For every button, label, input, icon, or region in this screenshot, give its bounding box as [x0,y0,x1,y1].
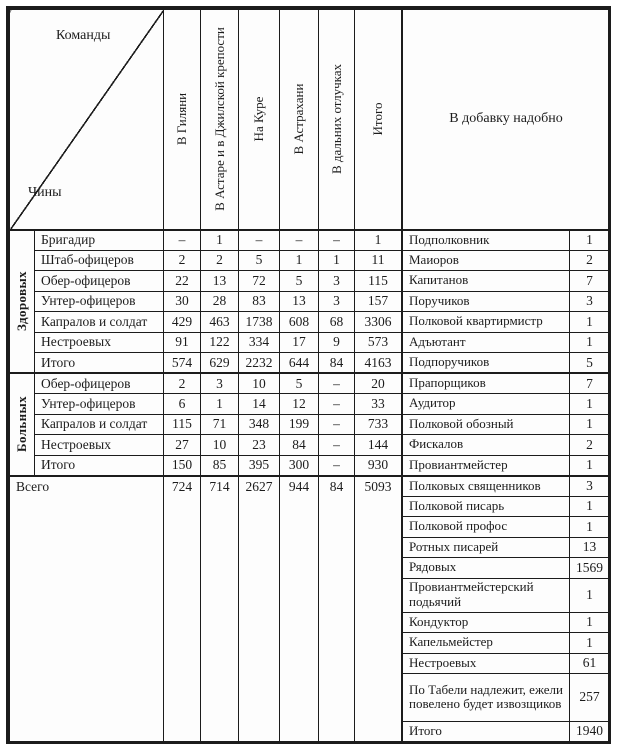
addition-row [403,271,610,292]
column-header-label: В Гиляни [174,93,189,146]
value-cell: 84 [319,353,355,374]
addition-label: Подпоручиков [403,353,570,374]
group-label-0 [10,230,35,374]
addition-label: Нестроевых [403,653,570,674]
addition-label: Фискалов [403,435,570,456]
addition-value: 2 [570,435,610,456]
addition-row [403,537,610,558]
column-header-label: На Куре [251,96,266,142]
column-header-4 [319,10,355,230]
value-cell: 1 [201,230,239,251]
column-header-0 [164,10,201,230]
addition-label: Провиантмейстерский подьячий [403,578,570,612]
addition-row [403,653,610,674]
value-cell: 71 [201,414,239,435]
table-row [10,435,402,456]
row-label: Капралов и солдат [35,312,164,333]
addition-label: Подполковник [403,230,570,251]
addition-row [403,633,610,654]
row-label: Унтер-офицеров [35,394,164,415]
addition-row [403,373,610,394]
addition-row [403,353,610,374]
value-cell: 1 [319,250,355,271]
ranks-label: Чины [28,184,62,200]
table-row [10,394,402,415]
value-cell: 12 [280,394,319,415]
addition-label: Аудитор [403,394,570,415]
addition-row [403,496,610,517]
addition-value: 1 [570,496,610,517]
addition-value: 1 [570,332,610,353]
group-label-text: Больных [14,396,29,453]
value-cell: – [319,394,355,415]
value-cell: – [319,455,355,476]
row-label: Итого [35,353,164,374]
addition-label: Полковой профос [403,517,570,538]
value-cell: 115 [355,271,402,292]
table-row [10,332,402,353]
addition-label: Полковой писарь [403,496,570,517]
column-header-label: В Астаре и в Джилской крепости [211,27,227,212]
addition-row [403,312,610,333]
column-header-label: Итого [370,102,385,136]
addition-label: Рядовых [403,558,570,579]
column-header-label: В дальних отлучках [328,64,344,175]
value-cell: 3 [319,271,355,292]
value-cell: – [164,230,201,251]
value-cell: 85 [201,455,239,476]
value-cell: 2232 [239,353,280,374]
table-row [10,230,402,251]
addition-value: 1 [570,578,610,612]
value-cell: – [319,230,355,251]
addition-row [403,476,610,497]
value-cell: 17 [280,332,319,353]
value-cell: 13 [280,291,319,312]
value-cell: – [239,230,280,251]
value-cell: 608 [280,312,319,333]
value-cell: 5 [280,271,319,292]
table-row [10,271,402,292]
value-cell: 14 [239,394,280,415]
addition-label: Итого [403,721,570,742]
row-label: Унтер-офицеров [35,291,164,312]
value-cell: 334 [239,332,280,353]
addition-label: Капитанов [403,271,570,292]
total-value-cell: 944 [280,476,319,742]
value-cell: 573 [355,332,402,353]
value-cell: 83 [239,291,280,312]
additions-header-label: В добавку надобно [449,111,563,127]
addition-value: 257 [570,674,610,722]
value-cell: 150 [164,455,201,476]
commands-label: Команды [56,28,111,43]
value-cell: 22 [164,271,201,292]
value-cell: 115 [164,414,201,435]
value-cell: 574 [164,353,201,374]
addition-label: Поручиков [403,291,570,312]
value-cell: 157 [355,291,402,312]
addition-value: 1 [570,633,610,654]
addition-row [403,230,610,251]
addition-label: Полковых священников [403,476,570,497]
addition-label: Полковой обозный [403,414,570,435]
group-label-text: Здоровых [14,271,29,332]
addition-label: Провиантмейстер [403,455,570,476]
addition-value: 61 [570,653,610,674]
addition-row [403,517,610,538]
total-value-cell: 2627 [239,476,280,742]
value-cell: – [319,435,355,456]
value-cell: 30 [164,291,201,312]
total-value-cell: 5093 [355,476,402,742]
value-cell: 429 [164,312,201,333]
table-row [10,414,402,435]
value-cell: 6 [164,394,201,415]
addition-value: 5 [570,353,610,374]
column-header-5 [355,10,402,230]
addition-value: 1 [570,230,610,251]
addition-row [403,612,610,633]
column-header-label: В Астрахани [291,83,306,155]
table-row [10,455,402,476]
addition-value: 1940 [570,721,610,742]
addition-label: Маиоров [403,250,570,271]
value-cell: 33 [355,394,402,415]
row-label: Штаб-офицеров [35,250,164,271]
value-cell: 3 [319,291,355,312]
value-cell: 72 [239,271,280,292]
value-cell: 3 [201,373,239,394]
row-label: Обер-офицеров [35,373,164,394]
addition-row [403,435,610,456]
table-row [10,353,402,374]
addition-row [403,558,610,579]
value-cell: 3306 [355,312,402,333]
table-row [10,373,402,394]
column-header-1 [201,10,239,230]
value-cell: 10 [239,373,280,394]
value-cell: 199 [280,414,319,435]
total-value-cell: 714 [201,476,239,742]
addition-label: Адъютант [403,332,570,353]
addition-value: 1 [570,414,610,435]
value-cell: – [319,414,355,435]
addition-label: Полковой квартирмистр [403,312,570,333]
total-value-cell: 84 [319,476,355,742]
value-cell: 28 [201,291,239,312]
row-label: Нестроевых [35,332,164,353]
value-cell: 733 [355,414,402,435]
value-cell: 68 [319,312,355,333]
addition-label: Кондуктор [403,612,570,633]
value-cell: 11 [355,250,402,271]
value-cell: 84 [280,435,319,456]
corner-cell [10,10,164,230]
addition-value: 1 [570,312,610,333]
header-row [10,10,402,230]
total-value-cell: 724 [164,476,201,742]
value-cell: 644 [280,353,319,374]
value-cell: 2 [164,250,201,271]
column-header-3 [280,10,319,230]
table-sheet [6,6,611,744]
table-row [10,312,402,333]
addition-value: 1569 [570,558,610,579]
value-cell: 1738 [239,312,280,333]
value-cell: 930 [355,455,402,476]
table-row [10,250,402,271]
addition-value: 13 [570,537,610,558]
total-row [10,476,402,742]
value-cell: 27 [164,435,201,456]
value-cell: 5 [280,373,319,394]
value-cell: 9 [319,332,355,353]
addition-row [403,674,610,722]
value-cell: 91 [164,332,201,353]
addition-value: 1 [570,517,610,538]
addition-label: Капельмейстер [403,633,570,654]
value-cell: 4163 [355,353,402,374]
addition-value: 3 [570,476,610,497]
addition-row [403,332,610,353]
value-cell: 13 [201,271,239,292]
value-cell: 348 [239,414,280,435]
value-cell: 2 [164,373,201,394]
value-cell: 629 [201,353,239,374]
addition-value: 2 [570,250,610,271]
value-cell: 2 [201,250,239,271]
value-cell: 1 [201,394,239,415]
total-label: Всего [10,476,164,742]
table-row [10,291,402,312]
additions-table [402,9,610,742]
addition-label: Ротных писарей [403,537,570,558]
value-cell: 10 [201,435,239,456]
row-label: Бригадир [35,230,164,251]
group-label-1 [10,373,35,476]
value-cell: 23 [239,435,280,456]
value-cell: 144 [355,435,402,456]
value-cell: – [280,230,319,251]
addition-value: 3 [570,291,610,312]
value-cell: 1 [280,250,319,271]
addition-row [403,394,610,415]
addition-row [403,455,610,476]
row-label: Обер-офицеров [35,271,164,292]
addition-row [403,721,610,742]
addition-label: Прапорщиков [403,373,570,394]
strength-table [9,9,402,742]
addition-value: 7 [570,373,610,394]
row-label: Итого [35,455,164,476]
addition-row [403,578,610,612]
value-cell: 463 [201,312,239,333]
value-cell: 20 [355,373,402,394]
column-header-2 [239,10,280,230]
value-cell: 300 [280,455,319,476]
addition-row [403,414,610,435]
value-cell: – [319,373,355,394]
addition-row [403,250,610,271]
addition-value: 7 [570,271,610,292]
additions-header-cell [403,10,610,230]
row-label: Капралов и солдат [35,414,164,435]
addition-value: 1 [570,455,610,476]
row-label: Нестроевых [35,435,164,456]
addition-label: По Табели надлежит, ежели повелено будет извозщиков [403,674,570,722]
addition-value: 1 [570,394,610,415]
additions-header-row [403,10,610,230]
value-cell: 1 [355,230,402,251]
addition-value: 1 [570,612,610,633]
value-cell: 5 [239,250,280,271]
value-cell: 122 [201,332,239,353]
value-cell: 395 [239,455,280,476]
addition-row [403,291,610,312]
